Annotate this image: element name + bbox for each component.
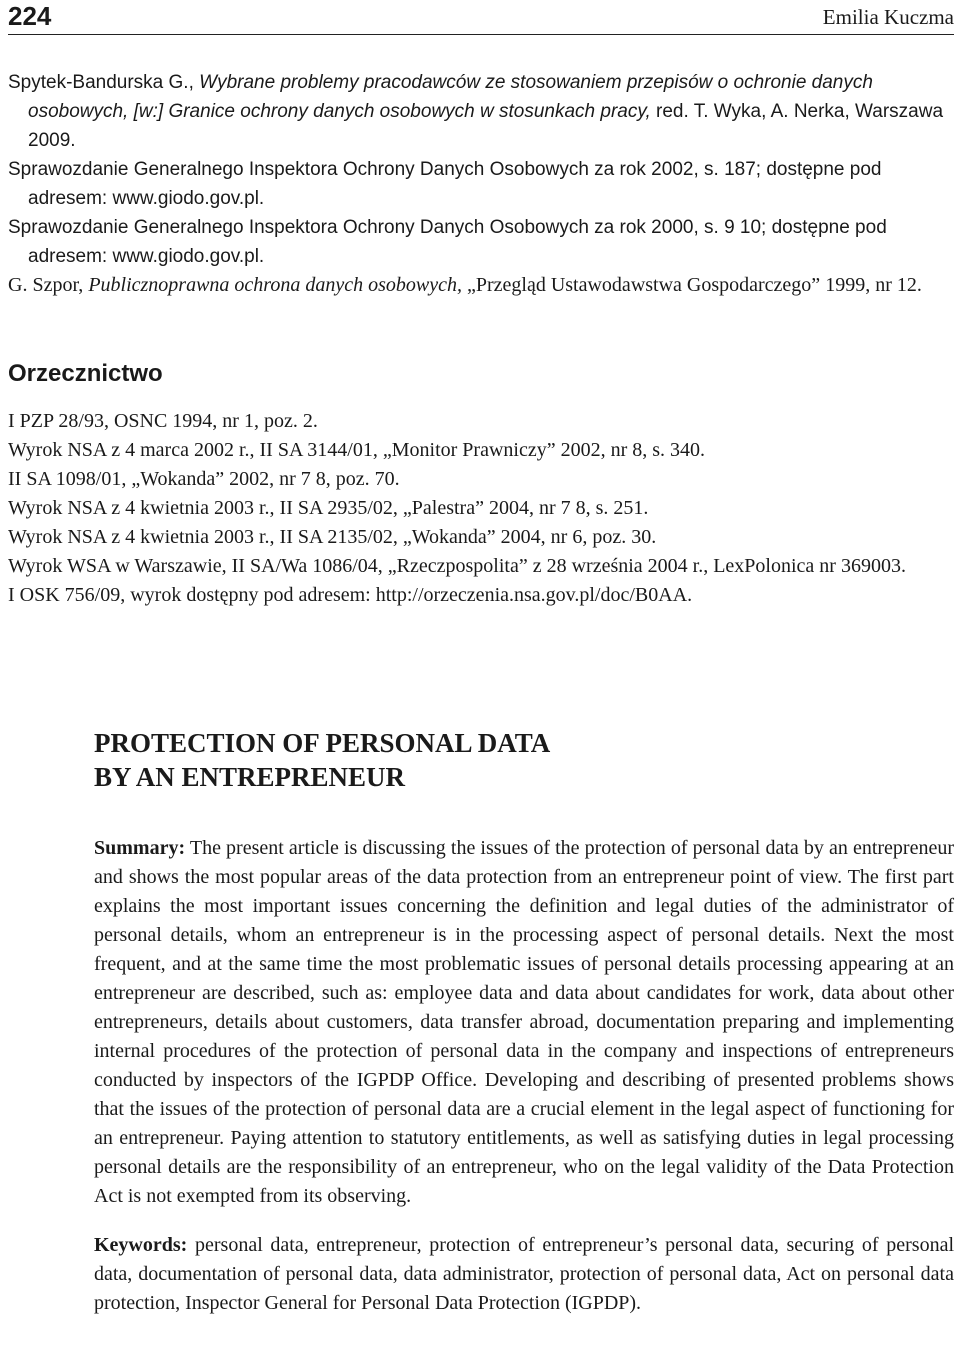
summary-paragraph	[94, 834, 954, 1211]
bib-title: Wybrane problemy pracodawców ze stosowaniem przepisów o ochronie danych osobowych, [w:] Granice ochrony danych osobowych w stosunkach pracy,	[28, 72, 873, 122]
case-law-list	[8, 407, 954, 610]
case-law-item: Wyrok NSA z 4 kwietnia 2003 r., II SA 2935/02, „Palestra” 2004, nr 7 8, s. 251.	[8, 497, 649, 519]
running-header	[8, 0, 954, 35]
bib-author: Spytek-Bandurska G.,	[8, 72, 200, 93]
keywords-paragraph	[94, 1231, 954, 1318]
bibliography-entry: Sprawozdanie Generalnego Inspektora Ochrony Danych Osobowych za rok 2000, s. 9 10; dostępne pod adresem: www.giodo.gov.pl.	[8, 217, 887, 267]
bibliography-entry	[8, 271, 954, 300]
summary-text: The present article is discussing the issues of the protection of personal data by an entrepreneur and shows the most popular areas of the data protection from an entrepreneur point of view. The first part explains the most important issues concerning the definition and legal duties of the administrator of personal details, whom an entrepreneur is in the processing aspect of personal details. Next the most frequent, and at the same time the most problematic issues of personal details processing appearing at an entrepreneur are described, such as: employee data and data about candidates for work, data about other entrepreneurs, details about customers, data transfer abroad, documentation preparing and implementing internal procedures of the protection of personal data in the company and inspections of entrepreneurs conducted by inspectors of the IGPDP Office. Developing and describing of presented problems shows that the issues of the protection of personal data are a crucial element in the legal aspect of functioning for an entrepreneur. Paying attention to statutory entitlements, as well as satisfying duties in legal processing personal details are the responsibility of an entrepreneur, who on the legal validity of the Data Protection Act is not exempted from its observing.	[94, 837, 954, 1207]
bib-author: G. Szpor,	[8, 274, 89, 296]
bib-publication: „Przegląd Ustawodawstwa Gospodarczego” 1999, nr 12.	[461, 274, 922, 296]
case-law-item: II SA 1098/01, „Wokanda” 2002, nr 7 8, poz. 70.	[8, 468, 400, 490]
page-number: 224	[8, 1, 52, 31]
case-law-item: I PZP 28/93, OSNC 1994, nr 1, poz. 2.	[8, 410, 318, 432]
page	[8, 0, 954, 1350]
running-author: Emilia Kuczma	[822, 5, 954, 29]
summary-label: Summary:	[94, 837, 186, 859]
bib-publication: red. T. Wyka, A. Nerka, Warszawa 2009.	[28, 101, 944, 151]
keywords-text: personal data, entrepreneur, protection of entrepreneur’s personal data, securing of personal data, documentation of personal data, data administrator, protection of personal data, Act on personal data protection, Inspector General for Personal Data Protection (IGPDP).	[94, 1234, 955, 1314]
case-law-item: Wyrok NSA z 4 marca 2002 r., II SA 3144/01, „Monitor Prawniczy” 2002, nr 8, s. 340.	[8, 439, 706, 461]
bibliography-entry	[8, 68, 954, 155]
case-law-item: I OSK 756/09, wyrok dostępny pod adresem: http://orzeczenia.nsa.gov.pl/doc/B0AA.	[8, 584, 693, 606]
case-law-item: Wyrok WSA w Warszawie, II SA/Wa 1086/04, „Rzeczpospolita” z 28 września 2004 r., LexPolonica nr 369003.	[8, 555, 906, 577]
case-law-item: Wyrok NSA z 4 kwietnia 2003 r., II SA 2135/02, „Wokanda” 2004, nr 6, poz. 30.	[8, 526, 657, 548]
english-abstract	[94, 726, 954, 1318]
bib-title: Publicznoprawna ochrona danych osobowych,	[88, 274, 462, 296]
case-law-heading: Orzecznictwo	[8, 360, 163, 387]
abstract-title-line: PROTECTION OF PERSONAL DATA	[94, 728, 551, 758]
keywords-label: Keywords:	[94, 1234, 188, 1256]
bibliography-entry: Sprawozdanie Generalnego Inspektora Ochrony Danych Osobowych za rok 2002, s. 187; dostępne pod adresem: www.giodo.gov.pl.	[8, 159, 882, 209]
abstract-title-line: BY AN ENTREPRENEUR	[94, 762, 406, 792]
abstract-title	[94, 726, 954, 794]
bibliography	[8, 68, 954, 300]
